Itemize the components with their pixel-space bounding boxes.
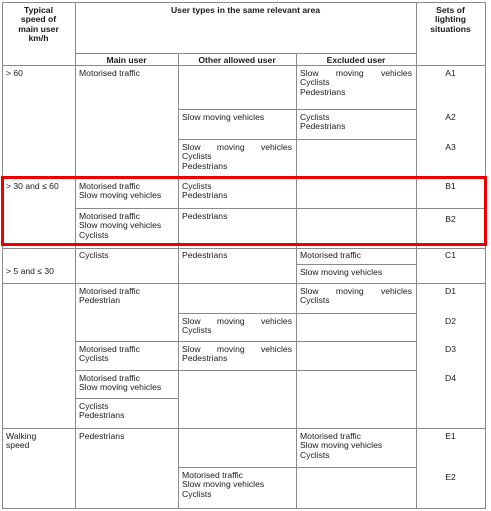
d1-excluded: Slow moving vehicles Cyclists bbox=[300, 286, 412, 306]
c1-main: Cyclists bbox=[79, 250, 109, 260]
speed-gt60: > 60 bbox=[6, 68, 23, 78]
c1-excluded-2: Slow moving vehicles bbox=[300, 267, 383, 277]
c1-excluded-1: Motorised traffic bbox=[300, 250, 361, 260]
c1-other: Pedestrians bbox=[182, 250, 228, 260]
d1-main: Motorised traffic Pedestrian bbox=[79, 286, 140, 306]
d4-set: D4 bbox=[445, 373, 456, 383]
lighting-situations-table bbox=[2, 2, 486, 509]
d3-other: Slow moving vehicles Pedestrians bbox=[182, 344, 292, 364]
header-speed: Typical speed of main user km/h bbox=[18, 5, 59, 44]
d1-set: D1 bbox=[445, 286, 456, 296]
highlight-box bbox=[1, 176, 487, 246]
speed-walking: Walking speed bbox=[6, 431, 37, 451]
grid-line bbox=[296, 264, 416, 265]
a3-other: Slow moving vehicles Cyclists Pedestrians bbox=[182, 142, 292, 171]
header-main-user: Main user bbox=[106, 55, 147, 65]
header-other-allowed: Other allowed user bbox=[198, 55, 276, 65]
header-user-types: User types in the same relevant area bbox=[170, 5, 321, 15]
b2-other: Pedestrians bbox=[182, 211, 228, 221]
header-sets: Sets of lighting situations bbox=[430, 5, 471, 34]
e2-set: E2 bbox=[445, 472, 456, 482]
a1-main: Motorised traffic bbox=[79, 68, 140, 78]
d3-set: D3 bbox=[445, 344, 456, 354]
speed-30-60: > 30 and ≤ 60 bbox=[6, 181, 59, 191]
d3-main: Motorised traffic Cyclists bbox=[79, 344, 140, 364]
e1-set: E1 bbox=[445, 431, 456, 441]
c1-set: C1 bbox=[445, 250, 456, 260]
header-excluded: Excluded user bbox=[326, 55, 386, 65]
d2-set: D2 bbox=[445, 316, 456, 326]
d4-main: Motorised traffic Slow moving vehicles bbox=[79, 373, 162, 393]
e1-excluded: Motorised traffic Slow moving vehicles Cyclists bbox=[300, 431, 383, 460]
speed-5-30: > 5 and ≤ 30 bbox=[6, 266, 54, 276]
grid-line bbox=[485, 2, 486, 509]
a3-set: A3 bbox=[445, 142, 456, 152]
a1-set: A1 bbox=[445, 68, 456, 78]
a1-excluded: Slow moving vehicles Cyclists Pedestrians bbox=[300, 68, 412, 97]
a2-excluded: Cyclists Pedestrians bbox=[300, 112, 346, 132]
grid-line bbox=[2, 508, 486, 509]
b2-set: B2 bbox=[445, 214, 456, 224]
b1-other: Cyclists Pedestrians bbox=[182, 181, 228, 201]
e1-main: Pedestrians bbox=[79, 431, 125, 441]
a2-set: A2 bbox=[445, 112, 456, 122]
e2-other: Motorised traffic Slow moving vehicles Cyclists bbox=[182, 470, 265, 499]
b1-set: B1 bbox=[445, 181, 456, 191]
a2-other: Slow moving vehicles bbox=[182, 112, 265, 122]
d4-main-2: Cyclists Pedestrians bbox=[79, 401, 125, 421]
b2-main: Motorised traffic Slow moving vehicles Cyclists bbox=[79, 211, 162, 240]
b1-main: Motorised traffic Slow moving vehicles bbox=[79, 181, 162, 201]
d2-other: Slow moving vehicles Cyclists bbox=[182, 316, 292, 336]
